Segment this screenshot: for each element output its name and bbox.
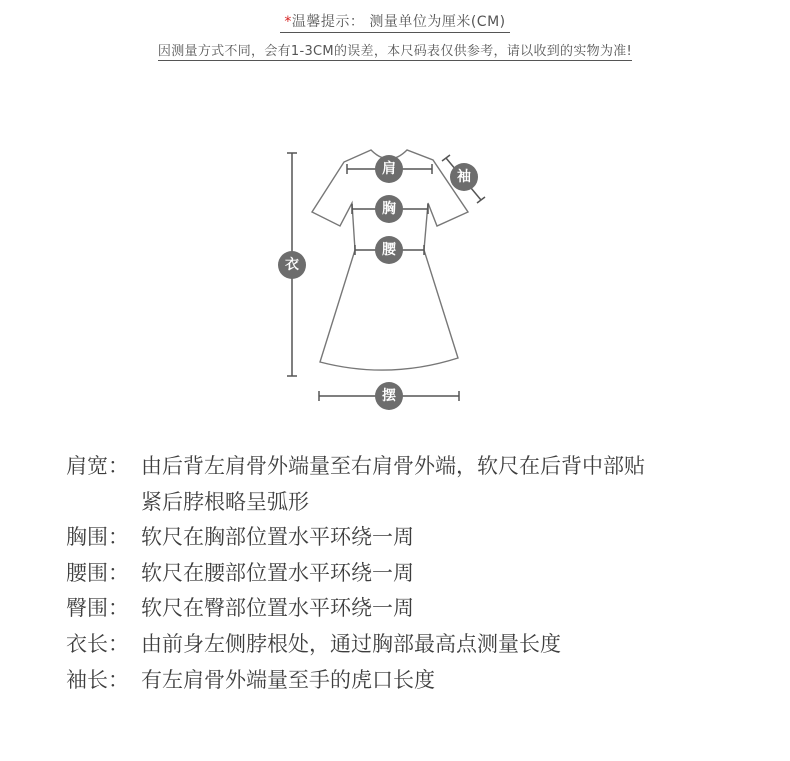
desc-label: 肩宽： xyxy=(66,454,129,478)
desc-row-sleeve xyxy=(66,664,435,694)
desc-row-length xyxy=(66,628,561,658)
desc-text: 有左肩骨外端量至手的虎口长度 xyxy=(141,668,435,692)
waist-badge: 腰 xyxy=(375,236,403,264)
desc-row-chest xyxy=(66,521,414,551)
length-badge: 衣 xyxy=(278,251,306,279)
unit-note: 测量单位为厘米(CM) xyxy=(369,14,506,30)
desc-row-shoulder xyxy=(66,450,645,480)
required-star: * xyxy=(284,14,292,30)
chest-badge: 胸 xyxy=(375,195,403,223)
desc-label: 胸围： xyxy=(66,525,129,549)
desc-label: 衣长： xyxy=(66,632,129,656)
disclaimer-text: 因测量方式不同，会有1-3CM的误差，本尺码表仅供参考，请以收到的实物为准! xyxy=(158,40,632,61)
desc-row-hip xyxy=(66,592,414,622)
desc-label: 臀围： xyxy=(66,596,129,620)
desc-text: 软尺在腰部位置水平环绕一周 xyxy=(141,561,414,585)
desc-text: 由后背左肩骨外端量至右肩骨外端，软尺在后背中部贴 xyxy=(141,454,645,478)
desc-row-waist xyxy=(66,557,414,587)
desc-text: 软尺在臀部位置水平环绕一周 xyxy=(141,596,414,620)
sleeve-badge: 袖 xyxy=(450,163,478,191)
desc-continuation: 紧后脖根略呈弧形 xyxy=(141,490,309,514)
hem-badge: 摆 xyxy=(375,382,403,410)
shoulder-badge: 肩 xyxy=(375,155,403,183)
desc-label: 腰围： xyxy=(66,561,129,585)
desc-text: 由前身左侧脖根处，通过胸部最高点测量长度 xyxy=(141,632,561,656)
desc-text: 软尺在胸部位置水平环绕一周 xyxy=(141,525,414,549)
desc-label: 袖长： xyxy=(66,668,129,692)
tip-title: 温馨提示： xyxy=(291,14,365,30)
